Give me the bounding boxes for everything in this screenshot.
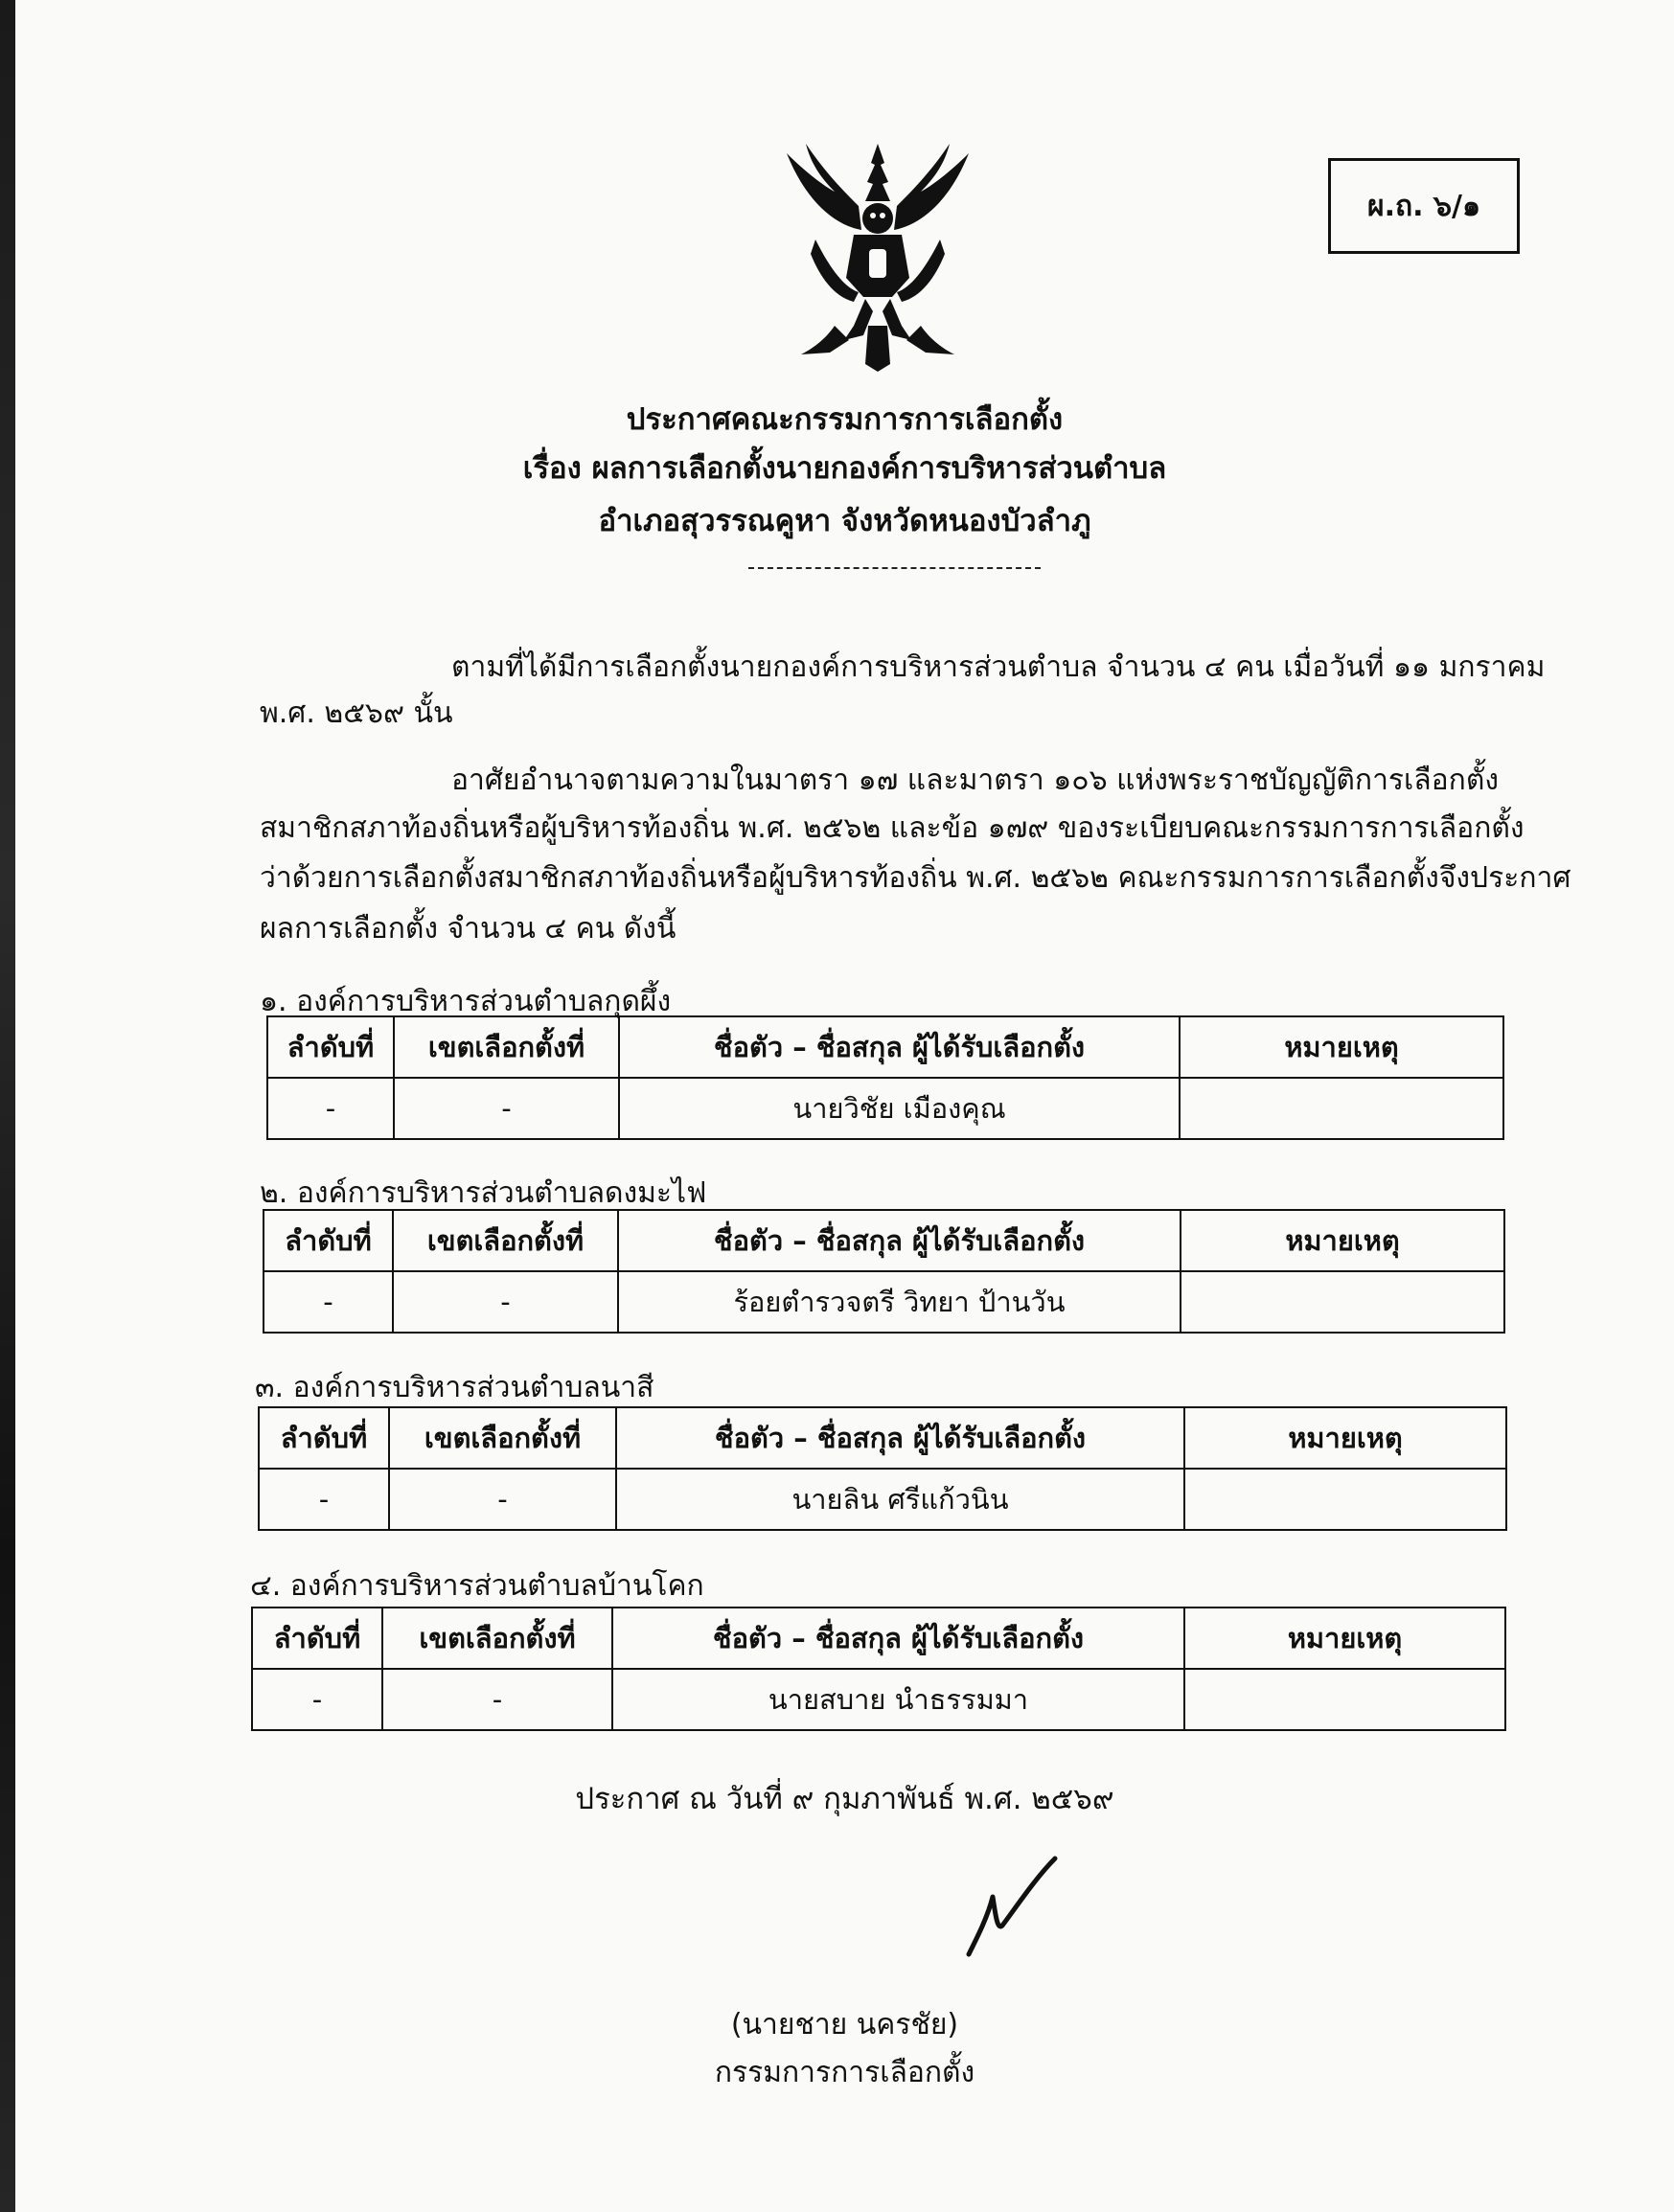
header-order: ลำดับที่ (264, 1210, 393, 1271)
cell-name: ร้อยตำรวจตรี วิทยา ป้านวัน (618, 1271, 1181, 1333)
results-table (266, 1015, 1504, 1140)
results-table (251, 1607, 1506, 1731)
cell-district: - (394, 1078, 619, 1139)
header-name: ชื่อตัว – ชื่อสกุล ผู้ได้รับเลือกตั้ง (612, 1608, 1184, 1669)
divider (748, 567, 1041, 569)
header-district: เขตเลือกตั้งที่ (382, 1608, 612, 1669)
cell-order: - (267, 1078, 394, 1139)
scan-edge-strip (0, 0, 15, 2212)
header-order: ลำดับที่ (259, 1407, 389, 1469)
announcement-date: ประกาศ ณ วันที่ ๙ กุมภาพันธ์ พ.ศ. ๒๕๖๙ (575, 1782, 1114, 1816)
header-district: เขตเลือกตั้งที่ (394, 1016, 619, 1078)
signer-title: กรรมการการเลือกตั้ง (714, 2056, 975, 2089)
announcement-subject: เรื่อง ผลการเลือกตั้งนายกองค์การบริหารส่วนตำบล (522, 451, 1167, 486)
cell-name: นายลิน ศรีแก้วนิน (616, 1469, 1184, 1530)
paragraph-2-line-1: อาศัยอำนาจตามความในมาตรา ๑๗ และมาตรา ๑๐๖ แห่งพระราชบัญญัติการเลือกตั้ง (451, 764, 1499, 797)
paragraph-1-line-1: ตามที่ได้มีการเลือกตั้งนายกองค์การบริหารส่วนตำบล จำนวน ๔ คน เมื่อวันที่ ๑๑ มกราคม (451, 650, 1546, 684)
cell-order: - (264, 1271, 393, 1333)
signer-name: (นายชาย นครชัย) (730, 2008, 959, 2041)
cell-district: - (389, 1469, 616, 1530)
table-header-row (267, 1016, 1503, 1078)
table-header-row (259, 1407, 1506, 1469)
table-row (264, 1271, 1504, 1333)
paragraph-2-line-2: สมาชิกสภาท้องถิ่นหรือผู้บริหารท้องถิ่น พ.ศ. ๒๕๖๒ และข้อ ๑๗๙ ของระเบียบคณะกรรมการการเลือกตั้ง (260, 811, 1525, 845)
cell-remark (1184, 1469, 1506, 1530)
header-remark: หมายเหตุ (1184, 1608, 1505, 1669)
cell-remark (1181, 1271, 1504, 1333)
cell-name: นายสบาย นำธรรมมา (612, 1669, 1184, 1730)
table-row (267, 1078, 1503, 1139)
header-remark: หมายเหตุ (1181, 1210, 1504, 1271)
header-remark: หมายเหตุ (1180, 1016, 1503, 1078)
header-order: ลำดับที่ (267, 1016, 394, 1078)
header-name: ชื่อตัว – ชื่อสกุล ผู้ได้รับเลือกตั้ง (618, 1210, 1181, 1271)
header-district: เขตเลือกตั้งที่ (389, 1407, 616, 1469)
table-header-row (264, 1210, 1504, 1271)
announcement-title: ประกาศคณะกรรมการการเลือกตั้ง (626, 402, 1064, 437)
section-title: ๒. องค์การบริหารส่วนตำบลดงมะไฟ (260, 1176, 707, 1210)
section-title: ๓. องค์การบริหารส่วนตำบลนาสี (255, 1371, 654, 1404)
cell-order: - (252, 1669, 382, 1730)
header-name: ชื่อตัว – ชื่อสกุล ผู้ได้รับเลือกตั้ง (616, 1407, 1184, 1469)
cell-district: - (393, 1271, 618, 1333)
table-header-row (252, 1608, 1505, 1669)
header-order: ลำดับที่ (252, 1608, 382, 1669)
paragraph-2-line-3: ว่าด้วยการเลือกตั้งสมาชิกสภาท้องถิ่นหรือผู้บริหารท้องถิ่น พ.ศ. ๒๕๖๒ คณะกรรมการการเลือกตั้งจึงประกาศ (260, 861, 1571, 895)
handwritten-signature (950, 1844, 1065, 1969)
cell-remark (1184, 1669, 1505, 1730)
paragraph-2-line-4: ผลการเลือกตั้ง จำนวน ๔ คน ดังนี้ (260, 912, 676, 946)
cell-order: - (259, 1469, 389, 1530)
document-page (15, 0, 1674, 2212)
results-table (258, 1406, 1507, 1531)
garuda-emblem-icon (777, 134, 978, 374)
section-title: ๔. องค์การบริหารส่วนตำบลบ้านโคก (250, 1569, 704, 1603)
cell-remark (1180, 1078, 1503, 1139)
announcement-location: อำเภอสุวรรณคูหา จังหวัดหนองบัวลำภู (598, 504, 1091, 538)
form-code-box: ผ.ถ. ๖/๑ (1328, 158, 1520, 254)
section-title: ๑. องค์การบริหารส่วนตำบลกุดผึ้ง (260, 985, 672, 1018)
header-name: ชื่อตัว – ชื่อสกุล ผู้ได้รับเลือกตั้ง (619, 1016, 1180, 1078)
table-row (259, 1469, 1506, 1530)
paragraph-1-line-2: พ.ศ. ๒๕๖๙ นั้น (260, 696, 453, 730)
results-table (263, 1209, 1505, 1334)
header-district: เขตเลือกตั้งที่ (393, 1210, 618, 1271)
table-row (252, 1669, 1505, 1730)
cell-district: - (382, 1669, 612, 1730)
header-remark: หมายเหตุ (1184, 1407, 1506, 1469)
cell-name: นายวิชัย เมืองคุณ (619, 1078, 1180, 1139)
